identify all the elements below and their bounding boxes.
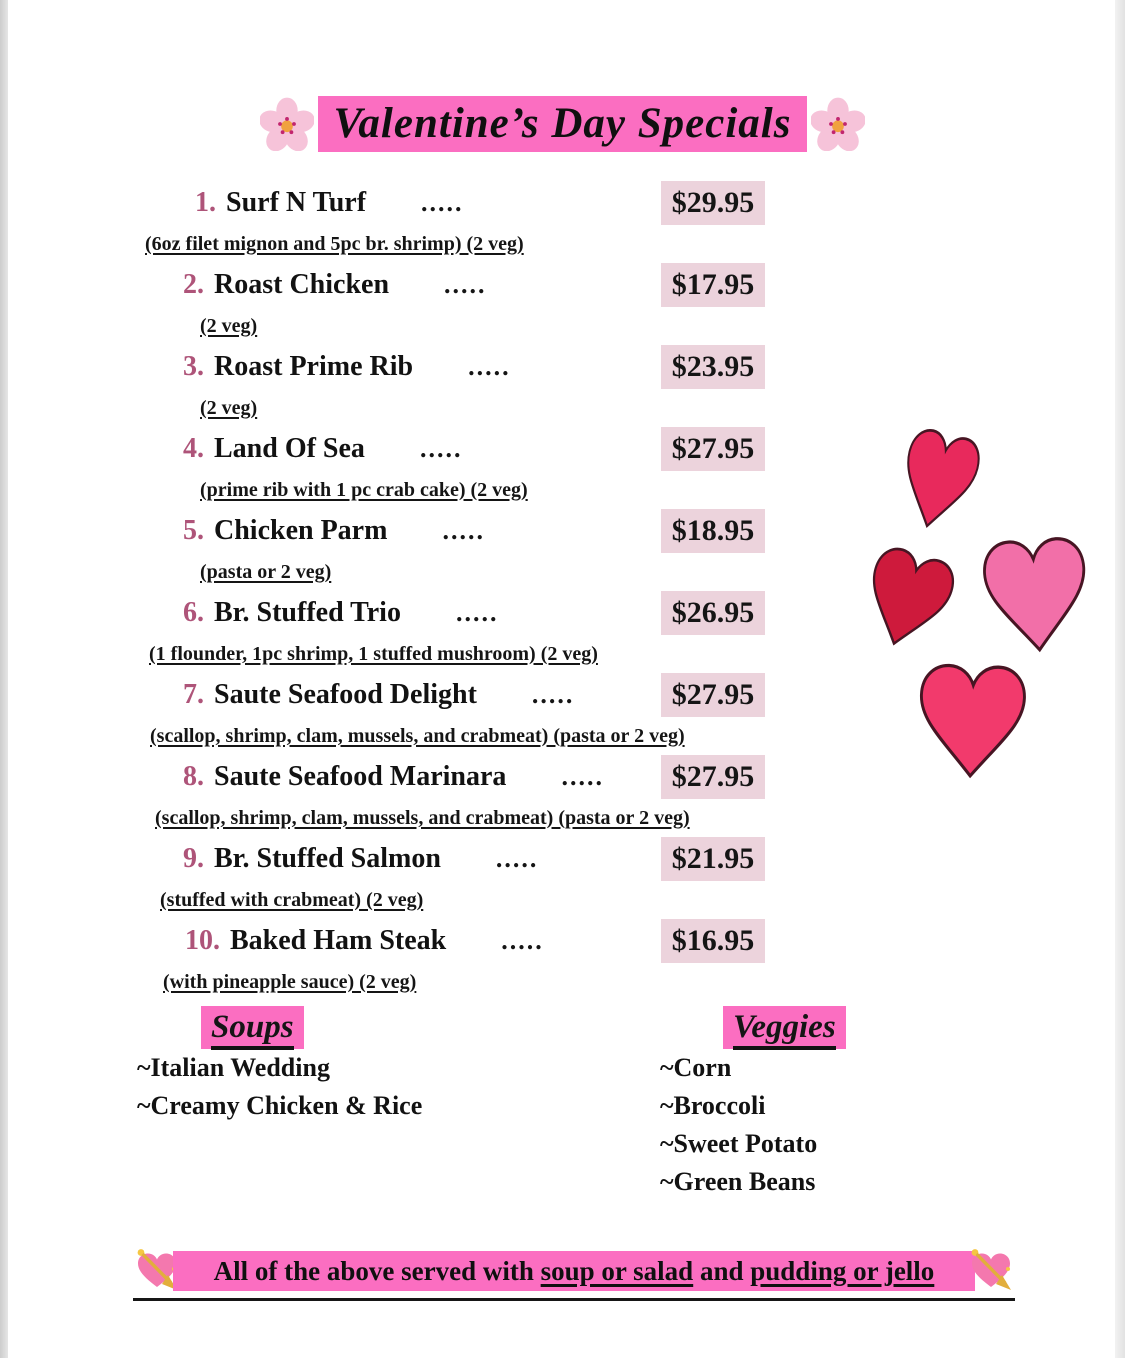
item-name: Surf N Turf [226, 187, 367, 218]
dot-leader: ..... [444, 270, 487, 299]
item-description: (pasta or 2 veg) [200, 560, 332, 583]
item-number: 5. [183, 515, 204, 546]
dot-leader: ..... [561, 762, 604, 791]
heart-icon [888, 420, 988, 543]
menu-item [135, 508, 765, 590]
menu-item [135, 426, 765, 508]
item-price: $18.95 [661, 509, 765, 553]
list-item: ~Sweet Potato [660, 1129, 818, 1158]
item-name: Br. Stuffed Trio [214, 597, 401, 628]
soups-header: Soups [201, 1006, 304, 1049]
item-name: Roast Prime Rib [214, 351, 414, 382]
item-description: (with pineapple sauce) (2 veg) [163, 970, 417, 993]
item-name: Land Of Sea [214, 433, 365, 464]
list-item: ~Green Beans [660, 1167, 816, 1196]
menu-item-name-row [135, 836, 765, 882]
item-price: $23.95 [661, 345, 765, 389]
item-description: (stuffed with crabmeat) (2 veg) [160, 888, 424, 911]
menu-item [135, 590, 765, 672]
item-number: 7. [183, 679, 204, 710]
menu-item-name-row [135, 918, 765, 964]
menu-item-name-row [135, 426, 765, 472]
menu-item [135, 344, 765, 426]
menu-item-name-row [135, 344, 765, 390]
item-number: 4. [183, 433, 204, 464]
menu-item-name-row [135, 180, 765, 226]
heart-icon [850, 538, 963, 665]
menu-item-name-row [135, 754, 765, 800]
item-price: $21.95 [661, 837, 765, 881]
footer-banner [133, 1247, 1015, 1301]
list-item: ~Broccoli [660, 1091, 766, 1120]
item-price: $27.95 [661, 673, 765, 717]
menu-item [135, 754, 765, 836]
item-number: 8. [183, 761, 204, 792]
dot-leader: ..... [468, 352, 511, 381]
dot-leader: ..... [421, 188, 464, 217]
item-price: $16.95 [661, 919, 765, 963]
item-number: 3. [183, 351, 204, 382]
dot-leader: ..... [501, 926, 544, 955]
item-description: (1 flounder, 1pc shrimp, 1 stuffed mushroom) (2 veg) [149, 642, 598, 665]
menu-item-name-row [135, 672, 765, 718]
cherry-blossom-icon [260, 97, 314, 151]
page-edge-right [1115, 0, 1125, 1358]
menu-item [135, 918, 765, 1000]
item-name: Br. Stuffed Salmon [214, 843, 441, 874]
item-name: Baked Ham Steak [230, 925, 447, 956]
menu-item-name-row [135, 262, 765, 308]
item-name: Chicken Parm [214, 515, 388, 546]
item-number: 1. [195, 187, 216, 218]
item-price: $27.95 [661, 427, 765, 471]
page-title: Valentine’s Day Specials [318, 96, 808, 152]
dot-leader: ..... [419, 434, 463, 463]
soups-column [135, 1006, 660, 1201]
heart-icon [978, 530, 1095, 663]
item-price: $26.95 [661, 591, 765, 635]
item-description: (scallop, shrimp, clam, mussels, and crabmeat) (pasta or 2 veg) [155, 806, 690, 829]
item-number: 6. [183, 597, 204, 628]
item-price: $29.95 [661, 181, 765, 225]
veggies-list [660, 1049, 1125, 1201]
list-item: ~Italian Wedding [137, 1053, 330, 1082]
item-description: (6oz filet mignon and 5pc br. shrimp) (2 veg) [145, 232, 524, 255]
item-number: 9. [183, 843, 204, 874]
footer-note: All of the above served with soup or salad and pudding or jello [173, 1251, 975, 1291]
item-price: $17.95 [661, 263, 765, 307]
list-item: ~Creamy Chicken & Rice [137, 1091, 423, 1120]
menu-item [135, 262, 765, 344]
veggies-column [660, 1006, 1125, 1201]
item-description: (2 veg) [200, 314, 258, 337]
dot-leader: ..... [455, 598, 499, 627]
item-price: $27.95 [661, 755, 765, 799]
menu-item-name-row [135, 508, 765, 554]
page-edge-left [0, 0, 8, 1358]
soups-list [135, 1049, 660, 1125]
item-name: Saute Seafood Marinara [214, 761, 507, 792]
specials-list [135, 180, 765, 1000]
menu-item-name-row [135, 590, 765, 636]
item-description: (prime rib with 1 pc crab cake) (2 veg) [200, 478, 528, 501]
menu-item [135, 180, 765, 262]
item-number: 2. [183, 269, 204, 300]
list-item: ~Corn [660, 1053, 732, 1082]
sides-section [135, 1006, 1125, 1201]
dot-leader: ..... [495, 844, 539, 873]
item-description: (scallop, shrimp, clam, mussels, and crabmeat) (pasta or 2 veg) [150, 724, 685, 747]
heart-with-arrow-icon [967, 1247, 1015, 1295]
menu-item [135, 836, 765, 918]
heart-icon [914, 658, 1030, 788]
dot-leader: ..... [442, 516, 485, 545]
menu-item [135, 672, 765, 754]
item-name: Roast Chicken [214, 269, 390, 300]
dot-leader: ..... [531, 680, 575, 709]
item-name: Saute Seafood Delight [214, 679, 477, 710]
title-row [0, 96, 1125, 152]
item-description: (2 veg) [200, 396, 258, 419]
cherry-blossom-icon [811, 97, 865, 151]
veggies-header: Veggies [723, 1006, 846, 1049]
item-number: 10. [185, 925, 220, 956]
